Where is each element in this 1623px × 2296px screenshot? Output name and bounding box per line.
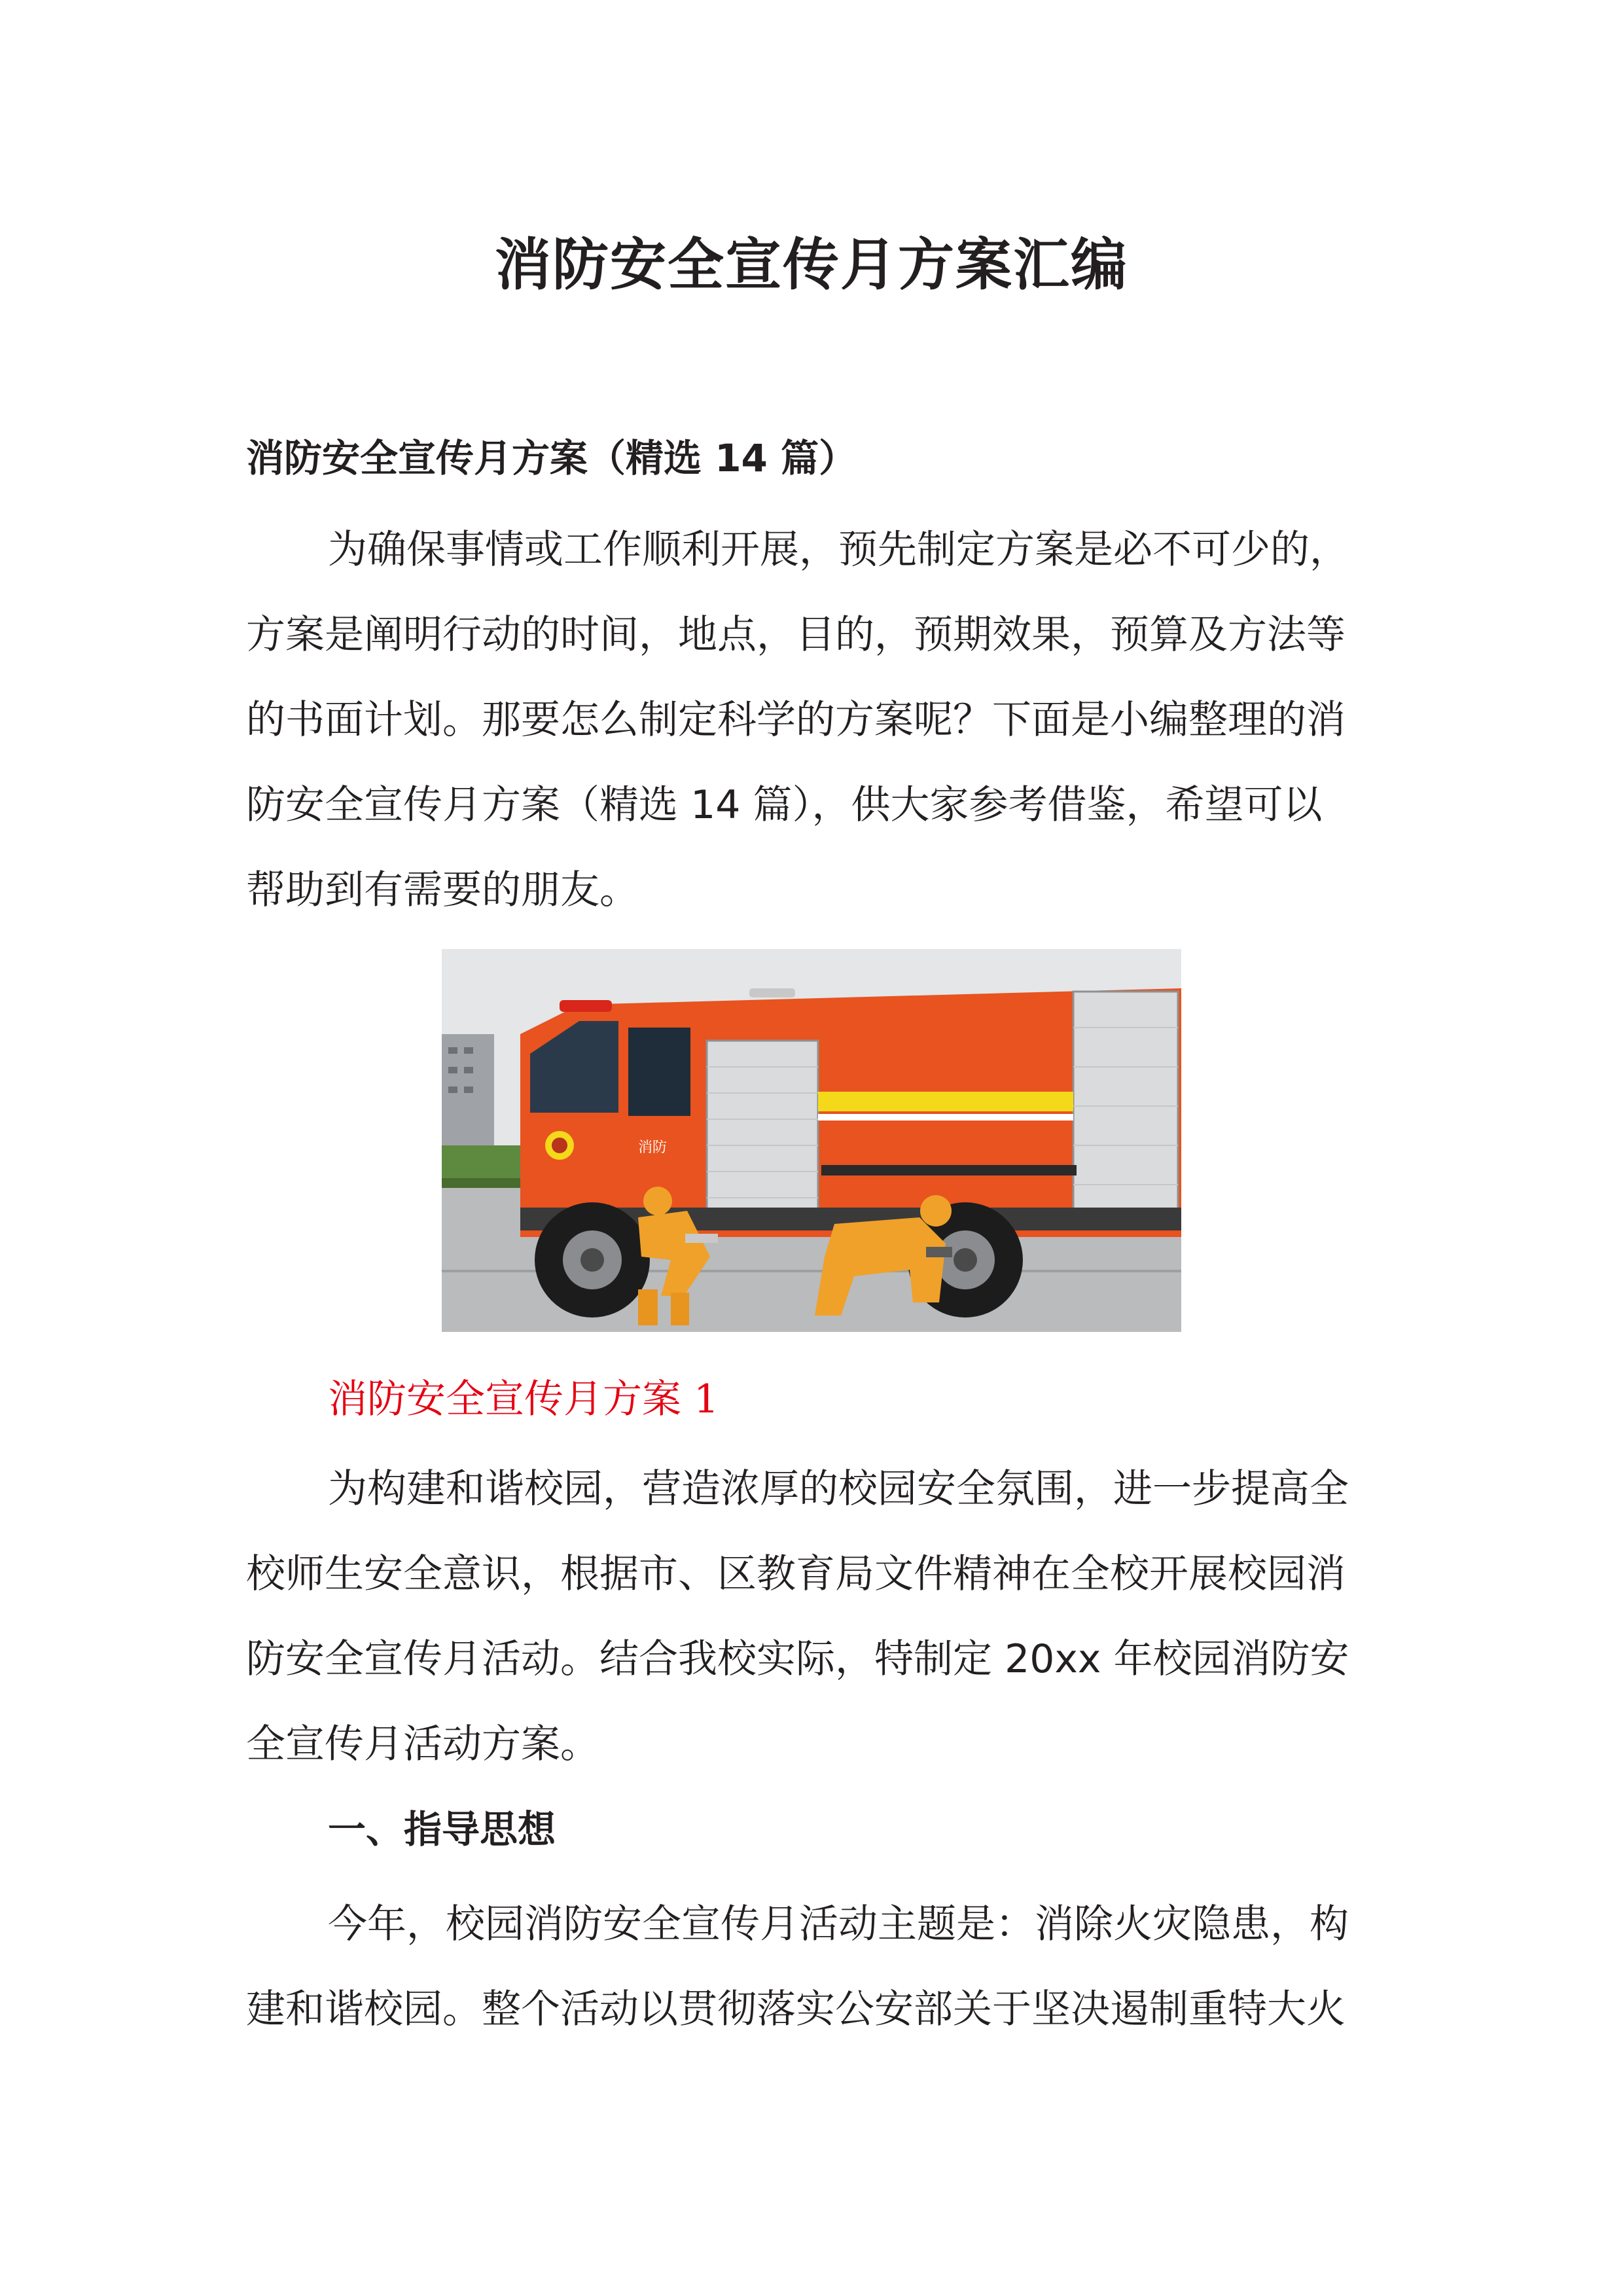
part-heading: 一、指导思想 xyxy=(328,1807,556,1852)
text-line: 校师生安全意识，根据市、区教育局文件精神在全校开展校园消 xyxy=(246,1551,1346,1597)
text-line: 帮助到有需要的朋友。 xyxy=(246,867,639,913)
text-line: 的书面计划。那要怎么制定科学的方案呢？下面是小编整理的消 xyxy=(246,697,1346,743)
fire-truck-photo xyxy=(442,949,1181,1332)
document-subtitle: 消防安全宣传月方案（精选 14 篇） xyxy=(246,436,857,480)
section1-paragraph xyxy=(246,1446,1391,1787)
text-line: 方案是阐明行动的时间，地点，目的，预期效果，预算及方法等 xyxy=(246,612,1346,658)
document-title: 消防安全宣传月方案汇编 xyxy=(495,232,1128,298)
intro-paragraph xyxy=(246,507,1391,933)
text-line: 今年，校园消防安全宣传月活动主题是：消除火灾隐患，构 xyxy=(328,1901,1349,1947)
section-heading-red: 消防安全宣传月方案 1 xyxy=(328,1376,719,1422)
text-line: 全宣传月活动方案。 xyxy=(246,1721,599,1767)
text-line: 防安全宣传月活动。结合我校实际，特制定 20xx 年校园消防安 xyxy=(246,1636,1349,1682)
text-line: 防安全宣传月方案（精选 14 篇），供大家参考借鉴，希望可以 xyxy=(246,782,1323,828)
text-line: 为构建和谐校园，营造浓厚的校园安全氛围，进一步提高全 xyxy=(328,1466,1349,1512)
text-line: 建和谐校园。整个活动以贯彻落实公安部关于坚决遏制重特大火 xyxy=(246,1986,1346,2032)
text-line: 为确保事情或工作顺利开展，预先制定方案是必不可少的， xyxy=(328,527,1349,573)
truck-door-label: 消防 xyxy=(638,1139,668,1156)
part1-paragraph xyxy=(246,1882,1391,2052)
